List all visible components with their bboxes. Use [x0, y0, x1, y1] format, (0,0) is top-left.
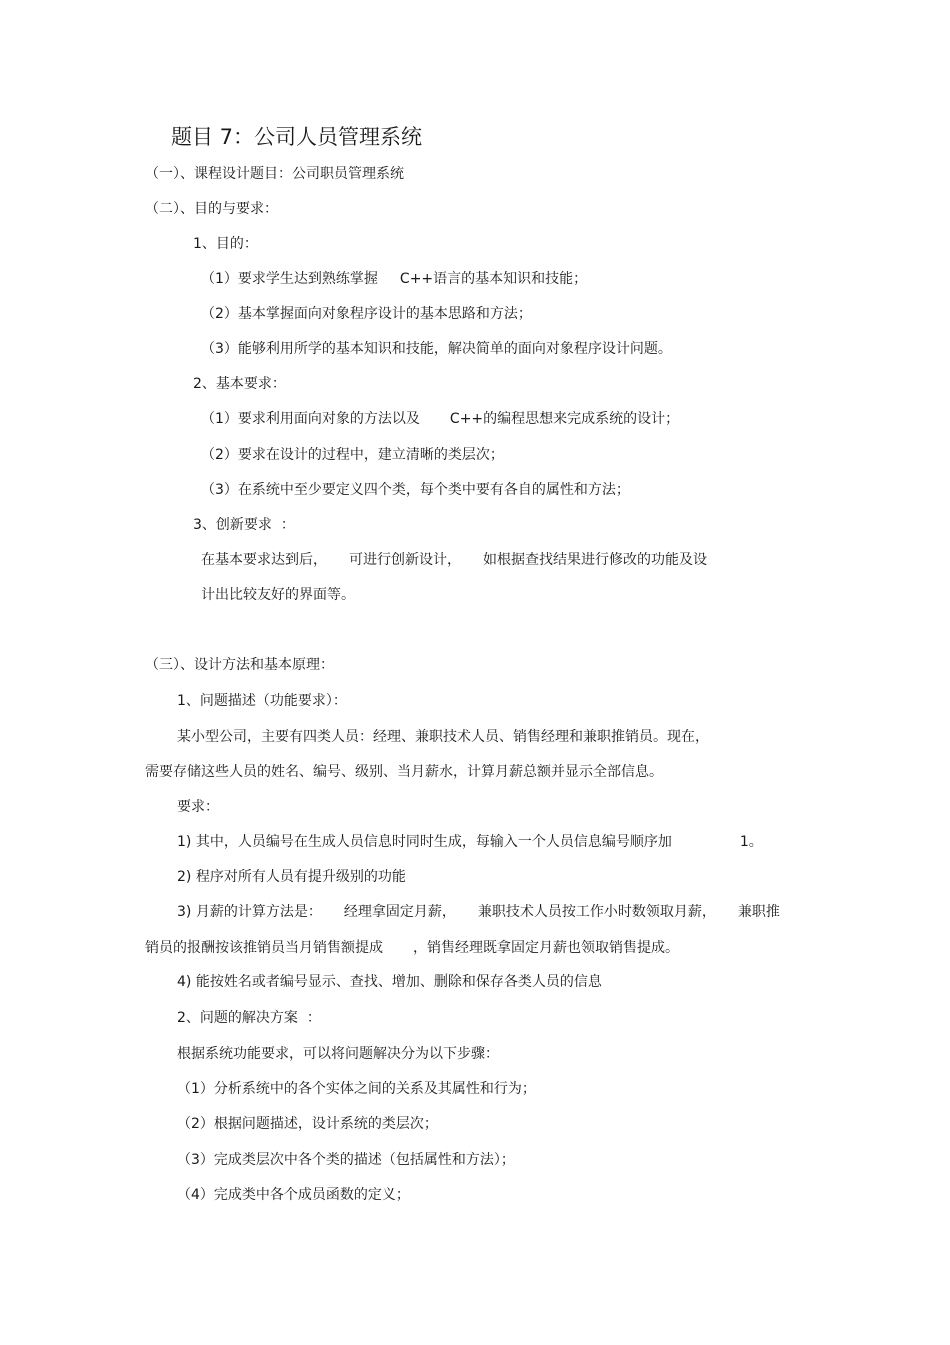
rule-item-3-text-b: 经理拿固定月薪， [343, 904, 456, 920]
section-heading-1: （一）、课程设计题目：公司职员管理系统 [145, 166, 404, 182]
section-heading-2: （二）、目的与要求： [145, 201, 278, 217]
rule-item-3-continuation [145, 939, 679, 957]
rule-item-3-cont-b: ，销售经理既拿固定月薪也领取销售提成。 [413, 940, 679, 956]
rule-item-1 [177, 833, 763, 851]
description-line-2: 需要存储这些人员的姓名、编号、级别、当月薪水，计算月薪总额并显示全部信息。 [145, 764, 663, 780]
solution-intro: 根据系统功能要求，可以将问题解决分为以下步骤： [177, 1046, 499, 1062]
subheading-innovation-colon: ： [280, 517, 295, 533]
solution-step-3: （3）完成类层次中各个类的描述（包括属性和方法）； [177, 1152, 515, 1168]
aim-item-1-text-a: （1）要求学生达到熟练掌握 [201, 271, 378, 287]
subheading-aim: 1、目的： [193, 236, 258, 252]
rule-item-2: 2) 程序对所有人员有提升级别的功能 [177, 869, 406, 885]
aim-item-1 [201, 270, 587, 288]
requirements-label: 要求： [177, 799, 219, 815]
subheading-innovation-text: 3、创新要求 [193, 517, 272, 533]
requirement-item-1-text-b: C++的编程思想来完成系统的设计； [449, 411, 680, 427]
innovation-text-line-2: 计出比较友好的界面等。 [201, 587, 355, 603]
subheading-solution-colon: ： [306, 1010, 321, 1026]
aim-item-3: （3）能够利用所学的基本知识和技能，解决简单的面向对象程序设计问题。 [201, 341, 672, 357]
rule-item-3-text-a: 3) 月薪的计算方法是： [177, 904, 322, 920]
requirement-item-1 [201, 410, 679, 428]
subheading-basic-requirements: 2、基本要求： [193, 376, 286, 392]
innovation-text-c: 如根据查找结果进行修改的功能及设 [483, 552, 707, 568]
subheading-innovation [193, 516, 295, 534]
subheading-problem-description: 1、问题描述（功能要求）： [177, 693, 347, 709]
rule-item-3-text-d: 兼职推 [737, 904, 780, 920]
rule-item-1-suffix: 1。 [739, 834, 763, 850]
innovation-text-a: 在基本要求达到后， [201, 552, 327, 568]
rule-item-3-cont-a: 销员的报酬按该推销员当月销售额提成 [145, 940, 383, 956]
aim-item-2: （2）基本掌握面向对象程序设计的基本思路和方法； [201, 306, 532, 322]
rule-item-4: 4) 能按姓名或者编号显示、查找、增加、删除和保存各类人员的信息 [177, 974, 602, 990]
solution-step-1: （1）分析系统中的各个实体之间的关系及其属性和行为； [177, 1081, 536, 1097]
description-line-1: 某小型公司，主要有四类人员：经理、兼职技术人员、销售经理和兼职推销员。现在， [177, 729, 709, 745]
subheading-solution [177, 1009, 321, 1027]
innovation-text-b: 可进行创新设计， [349, 552, 461, 568]
solution-step-4: （4）完成类中各个成员函数的定义； [177, 1187, 410, 1203]
innovation-text-line-1 [201, 551, 707, 569]
aim-item-1-text-b: C++语言的基本知识和技能； [399, 271, 588, 287]
rule-item-3 [177, 903, 780, 921]
rule-item-3-text-c: 兼职技术人员按工作小时数领取月薪， [477, 904, 716, 920]
requirement-item-2: （2）要求在设计的过程中，建立清晰的类层次； [201, 447, 504, 463]
document-title: 题目 7：公司人员管理系统 [171, 125, 423, 149]
rule-item-1-text: 1) 其中，人员编号在生成人员信息时同时生成，每输入一个人员信息编号顺序加 [177, 834, 672, 850]
subheading-solution-text: 2、问题的解决方案 [177, 1010, 298, 1026]
solution-step-2: （2）根据问题描述，设计系统的类层次； [177, 1116, 438, 1132]
section-heading-3: （三）、设计方法和基本原理： [145, 657, 334, 673]
requirement-item-3: （3）在系统中至少要定义四个类，每个类中要有各自的属性和方法； [201, 482, 630, 498]
requirement-item-1-text-a: （1）要求利用面向对象的方法以及 [201, 411, 420, 427]
